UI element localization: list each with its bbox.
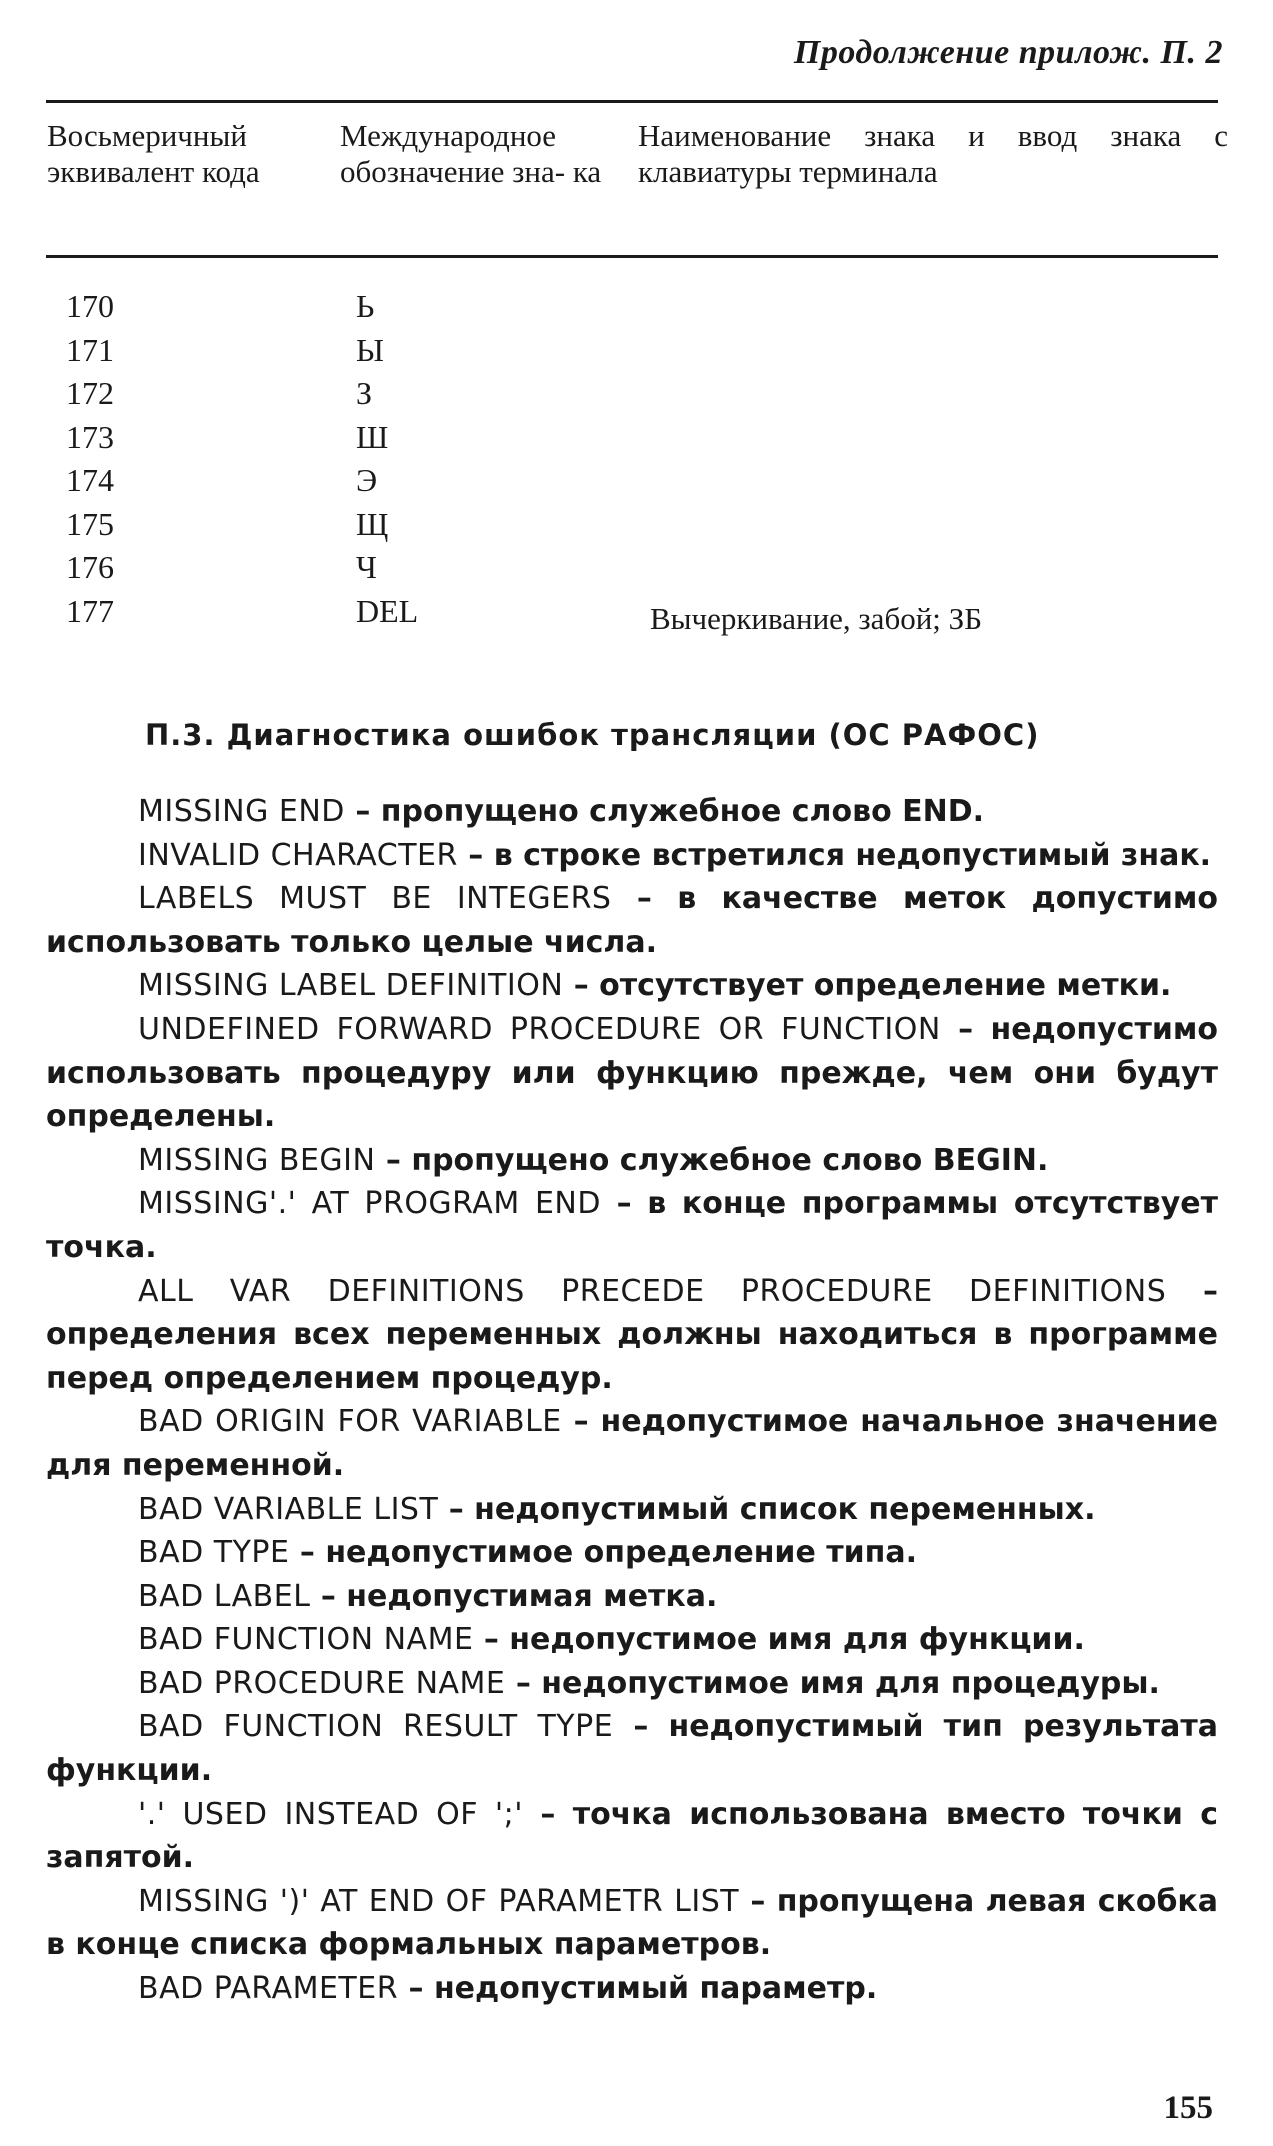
intl-symbol: Ч <box>356 549 377 585</box>
error-message: BAD PARAMETER <box>138 1971 399 2007</box>
list-item <box>46 834 1218 878</box>
octal-code: 177 <box>66 592 114 629</box>
list-item <box>46 1008 1218 1139</box>
intl-symbol: DEL <box>356 592 419 629</box>
error-description: – недопустимое определение типа. <box>289 1535 918 1571</box>
list-item <box>46 1793 1218 1880</box>
octal-code: 173 <box>66 418 114 455</box>
table-header-rule <box>46 255 1218 258</box>
octal-code: 174 <box>66 462 114 498</box>
error-description: – отсутствует определение метки. <box>563 968 1172 1004</box>
error-description: – определения всех переменных должны находиться в программе перед определением процедур. <box>46 1273 1218 1396</box>
list-item <box>46 1270 1218 1401</box>
table-row <box>0 419 1273 463</box>
intl-symbol: Э <box>356 462 378 498</box>
page-number: 155 <box>1163 2090 1213 2126</box>
error-description: – в конце программы отсутствует точка. <box>46 1186 1218 1265</box>
error-message: BAD FUNCTION NAME <box>138 1622 474 1658</box>
list-item <box>46 1967 1218 2011</box>
error-message: BAD VARIABLE LIST <box>138 1491 439 1527</box>
table-row <box>0 332 1273 376</box>
intl-symbol: Ш <box>356 418 389 455</box>
diagnostics-list <box>46 790 1218 2011</box>
table-row <box>0 506 1273 550</box>
error-description: – пропущено служебное слово END. <box>344 794 985 829</box>
error-message: LABELS MUST BE INTEGERS <box>138 881 612 917</box>
error-message: UNDEFINED FORWARD PROCEDURE OR FUNCTION <box>138 1011 941 1047</box>
error-description: – точка использована вместо точки с запятой. <box>46 1796 1218 1876</box>
intl-symbol: Ы <box>356 331 384 368</box>
list-item <box>46 1880 1218 1967</box>
list-item <box>46 1618 1218 1662</box>
error-message: MISSING LABEL DEFINITION <box>138 968 564 1004</box>
octal-code: 171 <box>66 331 114 368</box>
octal-code: 170 <box>66 288 114 324</box>
list-item <box>46 877 1218 964</box>
error-message: MISSING ')' AT END OF PARAMETR LIST <box>138 1883 740 1919</box>
error-message: ALL VAR DEFINITIONS PRECEDE PROCEDURE DEFINITIONS <box>138 1273 1167 1309</box>
table-row <box>0 375 1273 419</box>
running-head: Продолжение прилож. П. 2 <box>793 34 1223 71</box>
error-description: – недопустимое имя для функции. <box>473 1622 1085 1658</box>
list-item <box>46 1139 1218 1183</box>
list-item <box>46 1531 1218 1575</box>
octal-code: 176 <box>66 549 114 585</box>
list-item <box>46 1488 1218 1532</box>
octal-code: 172 <box>66 375 114 411</box>
list-item <box>46 964 1218 1008</box>
intl-symbol: Щ <box>356 505 389 542</box>
table-row <box>0 549 1273 593</box>
section-title: П.3. Диагностика ошибок трансляции (ОС РАФОС) <box>145 718 1040 752</box>
list-item <box>46 1400 1218 1487</box>
table-header-octal-code: Восьмеричный эквивалент кода <box>47 118 260 189</box>
error-message: BAD LABEL <box>138 1578 311 1614</box>
error-description: – недопустимое имя для процедуры. <box>505 1665 1160 1701</box>
error-message: '.' USED INSTEAD OF ';' <box>138 1796 524 1832</box>
error-message: MISSING END <box>138 794 345 829</box>
error-description: – недопустимая метка. <box>310 1578 718 1614</box>
octal-code: 175 <box>66 505 114 542</box>
table-row <box>0 288 1273 332</box>
error-description: – в строке встретился недопустимый знак. <box>457 837 1212 873</box>
error-message: BAD ORIGIN FOR VARIABLE <box>138 1404 562 1440</box>
error-description: – пропущено служебное слово BEGIN. <box>375 1142 1049 1178</box>
error-message: BAD FUNCTION RESULT TYPE <box>138 1709 614 1745</box>
table-top-rule <box>46 100 1218 103</box>
table-header-sign-name: Наименование знака и ввод знака с клавиатуры терминала <box>638 118 1228 189</box>
intl-symbol: З <box>356 375 373 411</box>
error-description: – недопустимо использовать процедуру или функцию прежде, чем они будут определены. <box>46 1011 1218 1135</box>
error-message: INVALID CHARACTER <box>138 837 458 873</box>
error-description: – недопустимый список переменных. <box>438 1491 1096 1527</box>
error-description: – недопустимый параметр. <box>398 1971 878 2007</box>
error-message: MISSING BEGIN <box>138 1142 376 1178</box>
sign-name: Вычеркивание, забой; ЗБ <box>650 600 982 636</box>
error-message: MISSING'.' AT PROGRAM END <box>138 1186 601 1222</box>
table-header-intl-symbol: Международное обозначение зна- ка <box>340 118 602 189</box>
error-description: – недопустимый тип результата функции. <box>46 1709 1218 1789</box>
error-message: BAD TYPE <box>138 1535 290 1571</box>
error-message: BAD PROCEDURE NAME <box>138 1665 506 1701</box>
list-item <box>46 790 1218 834</box>
error-description: – недопустимое начальное значение для переменной. <box>46 1404 1218 1483</box>
list-item <box>46 1575 1218 1619</box>
error-description: – пропущена левая скобка в конце списка формальных параметров. <box>46 1883 1218 1963</box>
code-table-body <box>0 288 1273 636</box>
table-row <box>0 593 1273 637</box>
list-item <box>46 1182 1218 1269</box>
table-row <box>0 462 1273 506</box>
error-description: – в качестве меток допустимо использовать только целые числа. <box>46 881 1218 960</box>
intl-symbol: Ь <box>356 288 375 324</box>
list-item <box>46 1662 1218 1706</box>
list-item <box>46 1705 1218 1792</box>
